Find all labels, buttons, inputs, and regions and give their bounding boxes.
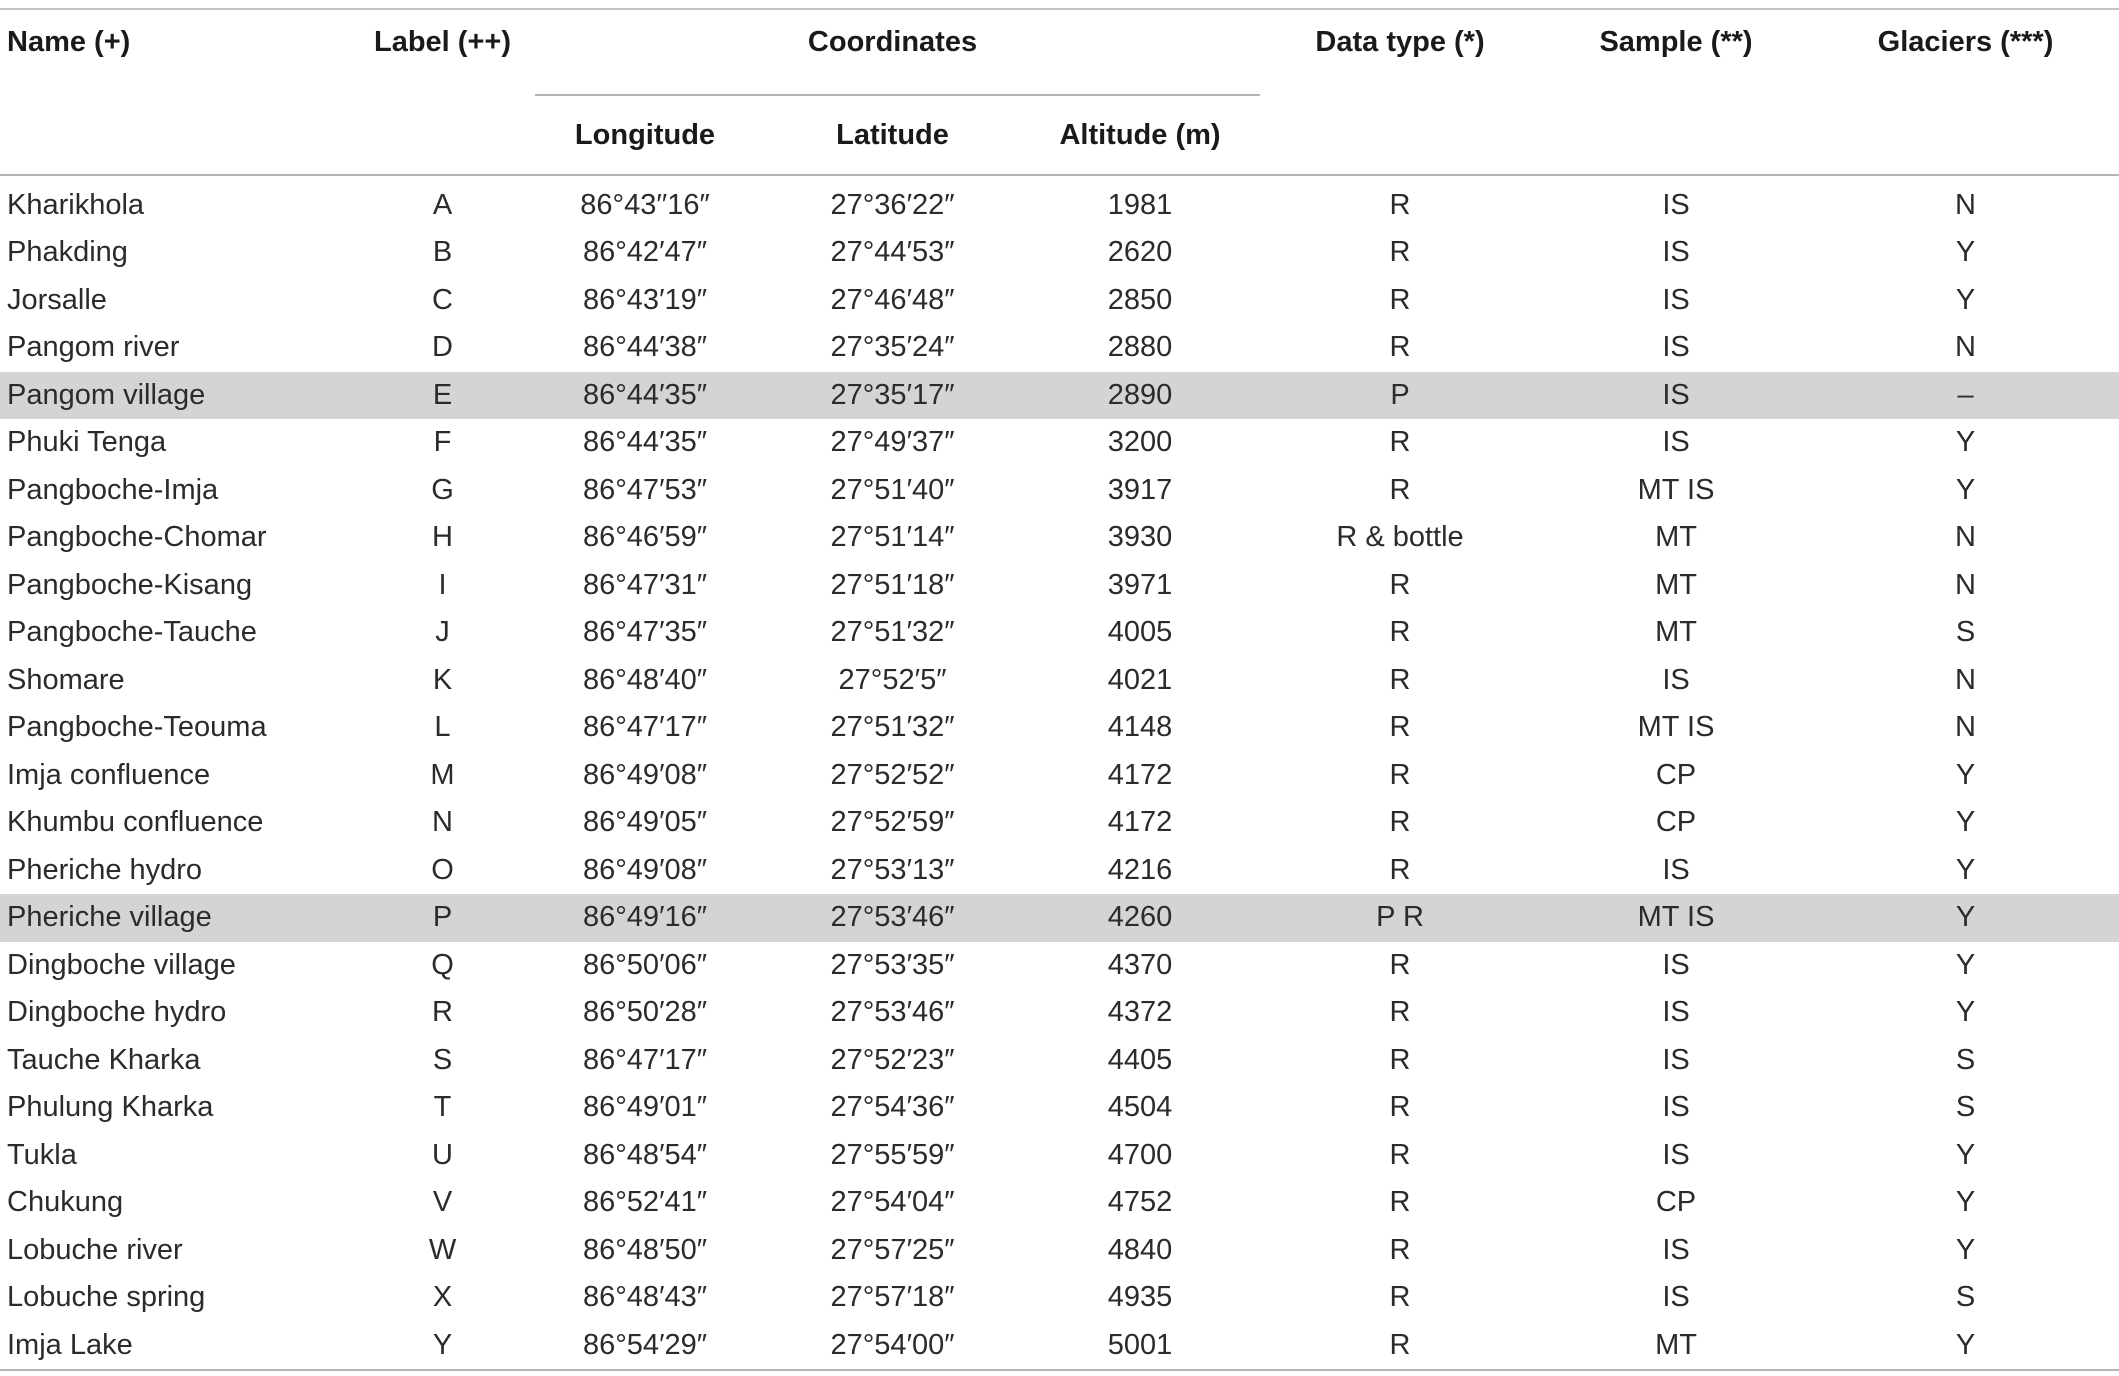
- cell-longitude: 86°47′53″: [582, 473, 708, 506]
- cell-name: Jorsalle: [7, 283, 107, 316]
- cell-longitude: 86°49′01″: [582, 1091, 708, 1124]
- cell-glaciers: S: [1955, 1281, 1976, 1314]
- cell-latitude: 27°53′35″: [830, 948, 955, 981]
- cell-glaciers: N: [1955, 189, 1976, 221]
- cell-data-type: R: [1389, 426, 1411, 459]
- header-sample: Sample (**): [1599, 26, 1753, 58]
- cell-sample: MT: [1655, 616, 1697, 649]
- cell-data-type: R: [1389, 758, 1411, 791]
- cell-glaciers: N: [1955, 711, 1976, 744]
- cell-sample: CP: [1655, 1186, 1697, 1219]
- cell-latitude: 27°52′5″: [838, 663, 947, 696]
- cell-data-type: R: [1389, 568, 1411, 601]
- cell-name: Phuki Tenga: [7, 426, 167, 459]
- cell-latitude: 27°36′22″: [830, 189, 955, 221]
- cell-latitude: 27°54′36″: [830, 1091, 955, 1124]
- cell-latitude: 27°57′25″: [830, 1233, 955, 1266]
- cell-longitude: 86°49′08″: [582, 758, 708, 791]
- cell-altitude: 4372: [1107, 996, 1173, 1029]
- cell-altitude: 4172: [1107, 806, 1173, 839]
- cell-altitude: 4752: [1107, 1186, 1173, 1219]
- table-row: [0, 894, 2119, 942]
- cell-altitude: 4021: [1107, 663, 1173, 696]
- cell-altitude: 2890: [1020, 372, 1260, 420]
- cell-longitude: 86°49′16″: [525, 894, 765, 942]
- table-row: [0, 1322, 2119, 1371]
- cell-latitude: 27°55′59″: [830, 1138, 955, 1171]
- table-row: [0, 419, 2119, 467]
- cell-longitude: 86°44′35″: [582, 426, 708, 459]
- cell-name: Lobuche river: [7, 1233, 183, 1266]
- cell-name: Pheriche village: [0, 894, 360, 942]
- cell-latitude: 27°53′46″: [765, 894, 1020, 942]
- cell-latitude: 27°51′32″: [830, 711, 955, 744]
- cell-data-type: R: [1389, 1138, 1411, 1171]
- cell-glaciers: Y: [1955, 996, 1976, 1029]
- cell-latitude: 27°51′40″: [830, 473, 955, 506]
- cell-latitude: 27°51′18″: [830, 568, 955, 601]
- cell-longitude: 86°50′28″: [582, 996, 708, 1029]
- cell-name: Chukung: [7, 1186, 124, 1219]
- cell-label: T: [433, 1091, 452, 1124]
- table-row: [0, 277, 2119, 325]
- cell-label: X: [432, 1281, 453, 1314]
- table-row: [0, 752, 2119, 800]
- cell-longitude: 86°48′40″: [582, 663, 708, 696]
- cell-label: C: [432, 283, 453, 316]
- cell-glaciers: Y: [1955, 236, 1976, 269]
- cell-name: Pangom river: [7, 331, 180, 364]
- cell-latitude: 27°57′18″: [830, 1281, 955, 1314]
- cell-data-type: R: [1389, 331, 1411, 364]
- header-label: Label (++): [374, 26, 511, 58]
- table-row: [0, 229, 2119, 277]
- cell-label: J: [435, 616, 450, 649]
- cell-altitude: 3930: [1107, 521, 1173, 554]
- table-row: [0, 799, 2119, 847]
- header-longitude: Longitude: [574, 118, 716, 151]
- header-data-type: Data type (*): [1315, 26, 1485, 58]
- cell-data-type: R: [1389, 283, 1411, 316]
- table-row: [0, 467, 2119, 515]
- cell-glaciers: S: [1955, 1091, 1976, 1124]
- cell-altitude: 1981: [1107, 189, 1173, 221]
- cell-sample: CP: [1655, 758, 1697, 791]
- cell-altitude: 2850: [1107, 283, 1173, 316]
- header-coordinates: [525, 9, 1260, 96]
- cell-longitude: 86°47′35″: [582, 616, 708, 649]
- cell-data-type: R: [1389, 1043, 1411, 1076]
- cell-label: H: [432, 521, 453, 554]
- cell-label: F: [433, 426, 452, 459]
- cell-name: Shomare: [7, 663, 125, 696]
- cell-label: I: [438, 568, 447, 601]
- cell-name: Dingboche village: [7, 948, 236, 981]
- cell-label: D: [432, 331, 453, 364]
- cell-altitude: 3917: [1107, 473, 1173, 506]
- cell-altitude: 4148: [1107, 711, 1173, 744]
- cell-label: S: [432, 1043, 453, 1076]
- cell-data-type: P: [1260, 372, 1540, 420]
- cell-altitude: 5001: [1020, 1322, 1260, 1371]
- cell-data-type: R: [1389, 1186, 1411, 1219]
- cell-latitude: 27°35′17″: [765, 372, 1020, 420]
- cell-sample: IS: [1662, 426, 1690, 459]
- table-row: [0, 1132, 2119, 1180]
- cell-data-type: R: [1389, 1091, 1411, 1124]
- cell-glaciers: Y: [1955, 758, 1976, 791]
- cell-data-type: R: [1389, 236, 1411, 269]
- cell-longitude: 86°46′59″: [582, 521, 708, 554]
- cell-sample: IS: [1662, 996, 1690, 1029]
- cell-altitude: 4005: [1107, 616, 1173, 649]
- cell-sample: MT IS: [1637, 473, 1715, 506]
- cell-name: Imja confluence: [7, 758, 211, 791]
- coordinates-divider: [535, 94, 1260, 96]
- cell-data-type: R: [1389, 806, 1411, 839]
- cell-latitude: 27°51′32″: [830, 616, 955, 649]
- cell-label: E: [360, 372, 525, 420]
- cell-name: Pangboche-Teouma: [7, 711, 267, 744]
- cell-sample: IS: [1662, 853, 1690, 886]
- table-row: [0, 1274, 2119, 1322]
- cell-glaciers: S: [1955, 1043, 1976, 1076]
- cell-label: W: [428, 1233, 457, 1266]
- table-row: [0, 175, 2119, 229]
- cell-label: A: [432, 189, 453, 221]
- cell-altitude: 4840: [1107, 1233, 1173, 1266]
- cell-data-type: R: [1389, 1233, 1411, 1266]
- cell-sample: IS: [1662, 1138, 1690, 1171]
- cell-latitude: 27°54′04″: [830, 1186, 955, 1219]
- cell-longitude: 86°48′54″: [582, 1138, 708, 1171]
- cell-longitude: 86°47′31″: [582, 568, 708, 601]
- cell-longitude: 86°49′08″: [582, 853, 708, 886]
- cell-name: Pangom village: [0, 372, 360, 420]
- cell-latitude: 27°51′14″: [830, 521, 955, 554]
- cell-sample: IS: [1662, 1233, 1690, 1266]
- cell-sample: MT IS: [1540, 894, 1812, 942]
- cell-altitude: 4370: [1107, 948, 1173, 981]
- cell-altitude: 4504: [1107, 1091, 1173, 1124]
- cell-altitude: 3200: [1107, 426, 1173, 459]
- table-row: [0, 1084, 2119, 1132]
- cell-latitude: 27°35′24″: [830, 331, 955, 364]
- cell-data-type: R: [1389, 853, 1411, 886]
- cell-sample: IS: [1540, 372, 1812, 420]
- cell-glaciers: Y: [1955, 473, 1976, 506]
- table-row: [0, 657, 2119, 705]
- cell-data-type: R & bottle: [1336, 521, 1464, 554]
- cell-data-type: R: [1389, 663, 1411, 696]
- cell-glaciers: Y: [1812, 894, 2119, 942]
- table-body: [0, 175, 2119, 1370]
- table-row: [0, 609, 2119, 657]
- cell-glaciers: N: [1955, 568, 1976, 601]
- cell-altitude: 4172: [1107, 758, 1173, 791]
- header-altitude: Altitude (m): [1059, 118, 1221, 151]
- cell-data-type: R: [1389, 996, 1411, 1029]
- cell-label: V: [432, 1186, 453, 1219]
- cell-longitude: 86°52′41″: [582, 1186, 708, 1219]
- table-row: [0, 1227, 2119, 1275]
- cell-label: U: [432, 1138, 453, 1171]
- cell-sample: MT: [1655, 521, 1697, 554]
- cell-data-type: R: [1389, 711, 1411, 744]
- cell-label: Y: [360, 1322, 525, 1371]
- cell-label: K: [432, 663, 453, 696]
- cell-latitude: 27°53′46″: [830, 996, 955, 1029]
- cell-label: N: [432, 806, 453, 839]
- cell-altitude: 4216: [1107, 853, 1173, 886]
- table-row: [0, 514, 2119, 562]
- table-row: [0, 847, 2119, 895]
- cell-longitude: 86°44′35″: [525, 372, 765, 420]
- cell-latitude: 27°46′48″: [830, 283, 955, 316]
- table-row: [0, 942, 2119, 990]
- cell-label: P: [360, 894, 525, 942]
- cell-name: Phakding: [7, 236, 128, 269]
- cell-longitude: 86°50′06″: [582, 948, 708, 981]
- sampling-sites-table: [0, 8, 2119, 1371]
- cell-longitude: 86°42′47″: [582, 236, 708, 269]
- table-row: [0, 1037, 2119, 1085]
- cell-latitude: 27°52′59″: [830, 806, 955, 839]
- cell-altitude: 3971: [1107, 568, 1173, 601]
- cell-longitude: 86°43′19″: [582, 283, 708, 316]
- cell-altitude: 4405: [1107, 1043, 1173, 1076]
- cell-longitude: 86°47′17″: [582, 711, 708, 744]
- header-name: Name (+): [7, 26, 131, 58]
- cell-altitude: 2880: [1107, 331, 1173, 364]
- table-row: [0, 562, 2119, 610]
- cell-latitude: 27°52′52″: [830, 758, 955, 791]
- cell-name: Dingboche hydro: [7, 996, 227, 1029]
- cell-name: Imja Lake: [0, 1322, 360, 1371]
- cell-glaciers: Y: [1955, 1233, 1976, 1266]
- cell-sample: IS: [1662, 663, 1690, 696]
- cell-label: O: [431, 853, 454, 886]
- cell-label: G: [431, 473, 454, 506]
- cell-longitude: 86°54′29″: [525, 1322, 765, 1371]
- cell-glaciers: Y: [1955, 948, 1976, 981]
- cell-longitude: 86°43′′16″: [580, 189, 710, 221]
- cell-data-type: R: [1260, 1322, 1540, 1371]
- cell-name: Tauche Kharka: [7, 1043, 201, 1076]
- header-latitude: Latitude: [836, 118, 949, 151]
- cell-glaciers: N: [1955, 521, 1976, 554]
- cell-name: Lobuche spring: [7, 1281, 206, 1314]
- cell-sample: IS: [1662, 1091, 1690, 1124]
- cell-longitude: 86°49′05″: [582, 806, 708, 839]
- cell-glaciers: Y: [1955, 806, 1976, 839]
- cell-altitude: 4700: [1107, 1138, 1173, 1171]
- cell-glaciers: Y: [1955, 283, 1976, 316]
- cell-longitude: 86°47′17″: [582, 1043, 708, 1076]
- cell-glaciers: Y: [1955, 426, 1976, 459]
- cell-glaciers: S: [1955, 616, 1976, 649]
- table-row: [0, 372, 2119, 420]
- cell-latitude: 27°44′53″: [830, 236, 955, 269]
- cell-name: Pangboche-Chomar: [7, 521, 267, 554]
- cell-data-type: R: [1389, 948, 1411, 981]
- cell-glaciers: Y: [1812, 1322, 2119, 1371]
- cell-longitude: 86°48′43″: [582, 1281, 708, 1314]
- cell-sample: CP: [1655, 806, 1697, 839]
- cell-sample: IS: [1662, 236, 1690, 269]
- cell-label: L: [434, 711, 451, 744]
- cell-label: R: [432, 996, 453, 1029]
- cell-latitude: 27°52′23″: [830, 1043, 955, 1076]
- cell-name: Khumbu confluence: [7, 806, 264, 839]
- cell-label: M: [430, 758, 455, 791]
- cell-data-type: R: [1389, 189, 1411, 221]
- cell-name: Pheriche hydro: [7, 853, 203, 886]
- cell-name: Pangboche-Imja: [7, 473, 219, 506]
- cell-sample: IS: [1662, 1043, 1690, 1076]
- table-row: [0, 1179, 2119, 1227]
- cell-name: Tukla: [7, 1138, 77, 1171]
- cell-glaciers: Y: [1955, 1186, 1976, 1219]
- cell-data-type: P R: [1260, 894, 1540, 942]
- cell-data-type: R: [1389, 1281, 1411, 1314]
- cell-glaciers: –: [1812, 372, 2119, 420]
- cell-glaciers: N: [1955, 331, 1976, 364]
- table-header: [0, 9, 2119, 175]
- cell-label: B: [432, 236, 453, 269]
- cell-longitude: 86°48′50″: [582, 1233, 708, 1266]
- cell-sample: MT: [1655, 568, 1697, 601]
- cell-sample: MT: [1540, 1322, 1812, 1371]
- cell-sample: IS: [1662, 283, 1690, 316]
- cell-latitude: 27°49′37″: [830, 426, 955, 459]
- cell-latitude: 27°53′13″: [830, 853, 955, 886]
- cell-altitude: 2620: [1107, 236, 1173, 269]
- cell-name: Pangboche-Tauche: [7, 616, 257, 649]
- cell-altitude: 4935: [1107, 1281, 1173, 1314]
- cell-glaciers: N: [1955, 663, 1976, 696]
- cell-altitude: 4260: [1020, 894, 1260, 942]
- cell-sample: IS: [1662, 1281, 1690, 1314]
- cell-name: Kharikhola: [7, 189, 145, 221]
- cell-latitude: 27°54′00″: [765, 1322, 1020, 1371]
- header-glaciers: Glaciers (***): [1877, 26, 2054, 58]
- cell-glaciers: Y: [1955, 1138, 1976, 1171]
- cell-sample: MT IS: [1637, 711, 1715, 744]
- cell-data-type: R: [1389, 473, 1411, 506]
- table-row: [0, 704, 2119, 752]
- cell-sample: IS: [1662, 331, 1690, 364]
- cell-name: Pangboche-Kisang: [7, 568, 253, 601]
- cell-data-type: R: [1389, 616, 1411, 649]
- table-row: [0, 324, 2119, 372]
- cell-glaciers: Y: [1955, 853, 1976, 886]
- cell-sample: IS: [1662, 948, 1690, 981]
- cell-name: Phulung Kharka: [7, 1091, 214, 1124]
- cell-longitude: 86°44′38″: [582, 331, 708, 364]
- header-coordinates-text: Coordinates: [807, 26, 978, 58]
- cell-label: Q: [431, 948, 454, 981]
- table-row: [0, 989, 2119, 1037]
- cell-sample: IS: [1662, 189, 1690, 221]
